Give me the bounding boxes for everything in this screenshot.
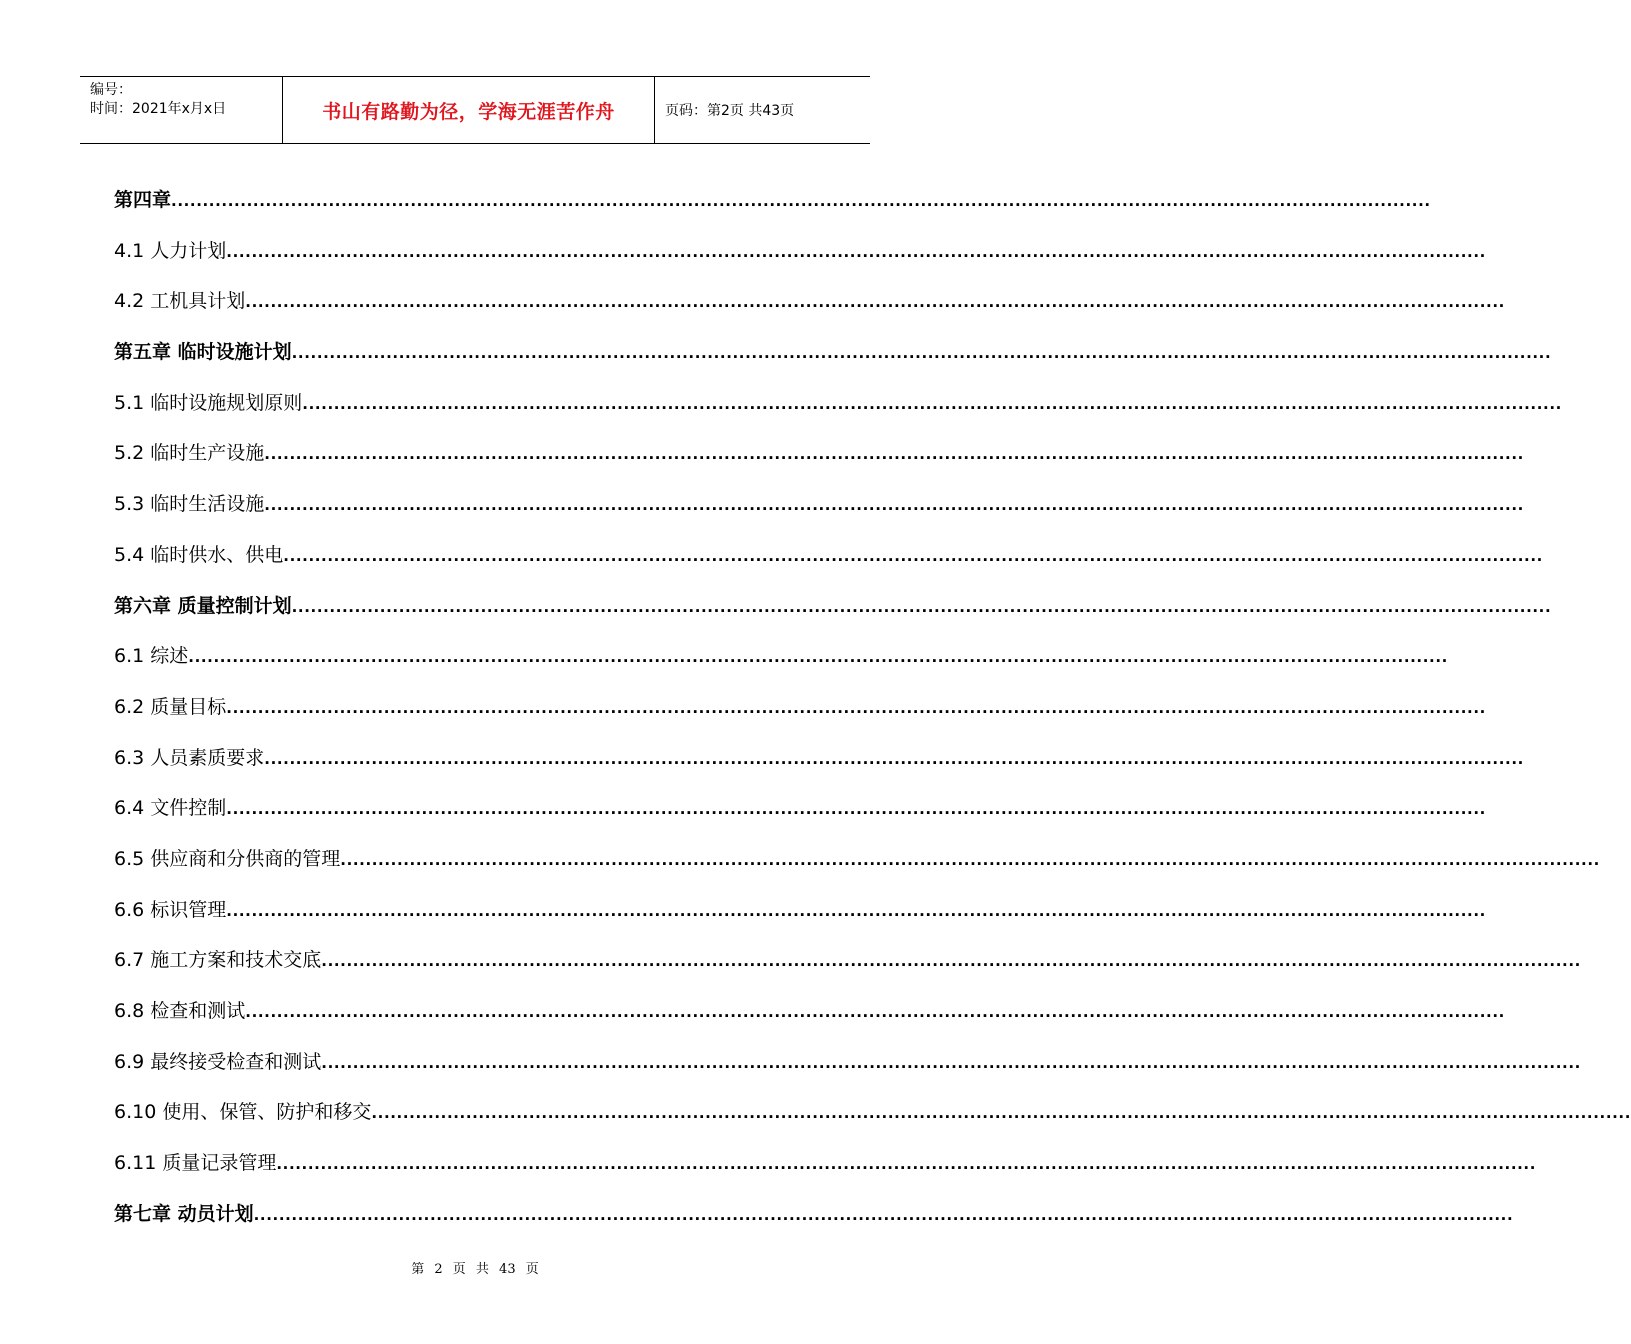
page-footer: 第 2 页 共 43 页: [411, 1262, 539, 1277]
toc-leader-dots: ........................................................................................................................................................................................................: [302, 394, 1562, 413]
document-time-label: 时间：2021年x月x日: [90, 101, 227, 117]
toc-entry-label: 6.8 检查和测试: [114, 1000, 246, 1022]
toc-leader-dots: ........................................................................................................................................................................................................: [283, 546, 1543, 565]
toc-entry[interactable]: [114, 283, 1505, 334]
toc-entry[interactable]: [114, 385, 1562, 436]
toc-entry[interactable]: [114, 588, 1552, 639]
toc-leader-dots: ........................................................................................................................................................................................................: [253, 1205, 1514, 1224]
toc-leader-dots: ........................................................................................................................................................................................................: [321, 1053, 1581, 1072]
toc-entry-label: 5.4 临时供水、供电: [114, 543, 284, 566]
toc-entry-label: 6.2 质量目标: [114, 695, 227, 718]
toc-entry-label: 第七章 动员计划: [114, 1202, 254, 1225]
toc-entry[interactable]: [114, 689, 1486, 740]
toc-entry[interactable]: [114, 790, 1486, 841]
toc-entry-label: 6.7 施工方案和技术交底: [114, 949, 322, 972]
toc-entry-label: 5.2 临时生产设施: [114, 442, 265, 465]
toc-entry[interactable]: [114, 993, 1505, 1044]
toc-leader-dots: ........................................................................................................................................................................................................: [226, 698, 1486, 717]
toc-entry-label: 4.2 工机具计划: [114, 290, 246, 313]
toc-entry-label: 6.6 标识管理: [114, 898, 227, 921]
toc-leader-dots: ........................................................................................................................................................................................................: [226, 242, 1486, 261]
toc-entry-label: 6.5 供应商和分供商的管理: [114, 847, 341, 870]
toc-entry-label: 6.3 人员素质要求: [114, 746, 265, 769]
header-meta: [80, 77, 282, 143]
header-page-info: 页码：第2页 共43页: [665, 103, 795, 119]
toc-entry[interactable]: [114, 233, 1486, 284]
toc-leader-dots: ........................................................................................................................................................................................................: [245, 293, 1505, 312]
toc-leader-dots: ........................................................................................................................................................................................................: [264, 749, 1524, 768]
toc-leader-dots: ........................................................................................................................................................................................................: [264, 445, 1524, 464]
toc-entry[interactable]: [114, 1044, 1581, 1095]
toc-entry-label: 4.1 人力计划: [114, 239, 227, 262]
toc-entry-label: 第六章 质量控制计划: [114, 594, 292, 617]
toc-entry-label: 5.3 临时生活设施: [114, 493, 265, 516]
toc-entry-label: 6.1 综述: [114, 645, 189, 668]
toc-leader-dots: ........................................................................................................................................................................................................: [276, 1155, 1537, 1174]
toc-entry[interactable]: [114, 486, 1524, 537]
toc-leader-dots: ........................................................................................................................................................................................................: [291, 597, 1552, 616]
header-motto: 书山有路勤为径，学海无涯苦作舟: [282, 77, 655, 143]
toc-leader-dots: ........................................................................................................................................................................................................: [291, 344, 1552, 363]
toc-entry[interactable]: [114, 1196, 1514, 1247]
toc-entry-label: 5.1 临时设施规划原则: [114, 391, 303, 414]
toc-leader-dots: ........................................................................................................................................................................................................: [188, 648, 1448, 667]
toc-leader-dots: ........................................................................................................................................................................................................: [264, 496, 1524, 515]
toc-entry[interactable]: [114, 537, 1543, 588]
toc-entry[interactable]: [114, 334, 1552, 385]
toc-entry[interactable]: [114, 1094, 1631, 1145]
document-number-label: 编号：: [90, 82, 132, 98]
toc-leader-dots: ........................................................................................................................................................................................................: [371, 1104, 1631, 1123]
toc-leader-dots: ........................................................................................................................................................................................................: [321, 952, 1581, 971]
toc-entry[interactable]: [114, 638, 1448, 689]
toc-entry-label: 6.10 使用、保管、防护和移交: [114, 1101, 372, 1124]
toc-entry-label: 6.4 文件控制: [114, 797, 227, 820]
toc-entry[interactable]: [114, 435, 1524, 486]
toc-leader-dots: ........................................................................................................................................................................................................: [226, 800, 1486, 819]
toc-entry-label: 第四章: [114, 189, 172, 211]
toc-entry[interactable]: [114, 1145, 1537, 1196]
toc-entry[interactable]: [114, 841, 1600, 892]
toc-entry[interactable]: [114, 892, 1486, 943]
toc-entry-label: 第五章 临时设施计划: [114, 341, 292, 364]
toc-entry[interactable]: [114, 740, 1524, 791]
toc-leader-dots: ........................................................................................................................................................................................................: [171, 192, 1431, 210]
toc-entry[interactable]: [114, 942, 1581, 993]
toc-leader-dots: ........................................................................................................................................................................................................: [226, 901, 1486, 920]
toc-entry-label: 6.9 最终接受检查和测试: [114, 1050, 322, 1073]
toc-entry[interactable]: [114, 182, 1431, 233]
toc-leader-dots: ........................................................................................................................................................................................................: [340, 850, 1600, 869]
table-of-contents: [114, 182, 1631, 1246]
toc-entry-label: 6.11 质量记录管理: [114, 1152, 277, 1175]
document-header: [80, 76, 870, 144]
toc-leader-dots: ........................................................................................................................................................................................................: [245, 1003, 1505, 1021]
